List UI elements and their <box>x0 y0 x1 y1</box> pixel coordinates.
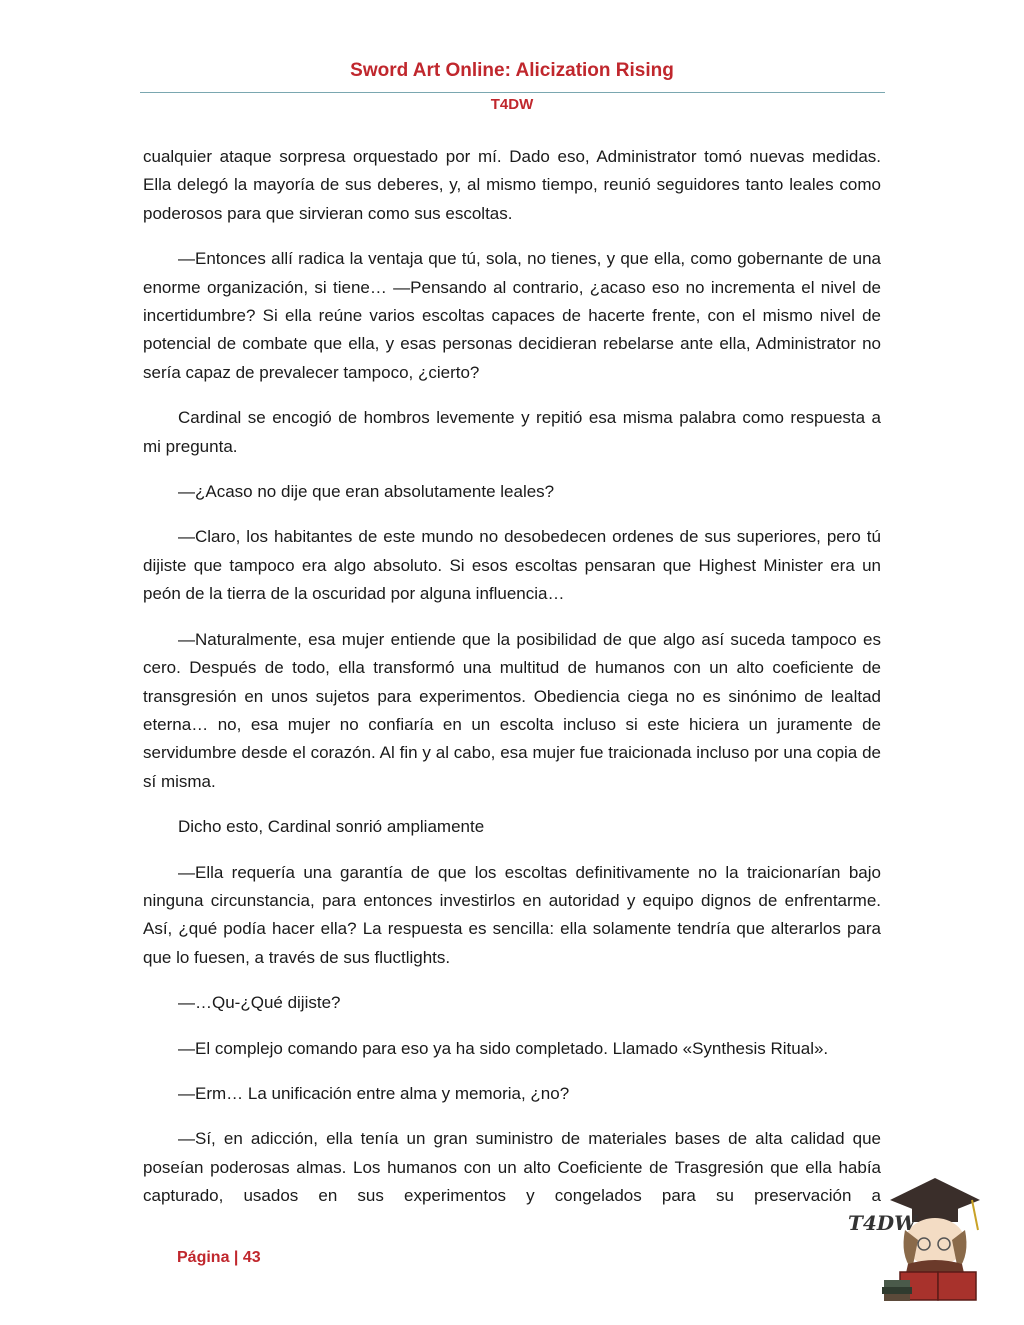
paragraph: —Claro, los habitantes de este mundo no desobedecen ordenes de sus superiores, pero tú dijiste que tampoco era algo absoluto. Si esos escoltas pensaran que Highest Minister era un peón de la tierra de la oscuridad por alguna influencia… <box>143 527 881 604</box>
paragraph: —Ella requería una garantía de que los escoltas definitivamente no la traicionarían bajo ninguna circunstancia, para entonces investirlos en autoridad y equipo dignos de enfrentarme. Así, ¿qué podía hacer ella? La respuesta es sencilla: ella solamente tendría que alterarlos para que lo fuesen, a través de sus fluctlights. <box>143 862 881 967</box>
paragraph: Dicho esto, Cardinal sonrió ampliamente <box>178 817 485 837</box>
header-divider <box>140 92 885 93</box>
paragraph: cualquier ataque sorpresa orquestado por mí. Dado eso, Administrator tomó nuevas medidas. Ella delegó la mayoría de sus deberes, y, al mismo tiempo, reunió seguidores tanto leales como poderosos para que sirvieran como sus escoltas. <box>143 147 881 223</box>
paragraph: —…Qu-¿Qué dijiste? <box>178 993 341 1013</box>
paragraph: —Entonces allí radica la ventaja que tú, sola, no tienes, y que ella, como gobernante de una enorme organización, si tiene… —Pensando al contrario, ¿acaso eso no incrementa el nivel de incertidumbre? Si ella reúne varios escoltas capaces de hacerte frente, con el mismo nivel de potencial de combate que ella, y esas personas decidieran rebelarse ante ella, Administrator no sería capaz de prevalecer tampoco, ¿cierto? <box>143 249 881 382</box>
document-subtitle: T4DW <box>490 96 534 113</box>
mascot-logo <box>840 1160 1020 1320</box>
page-body <box>143 143 881 1228</box>
document-title: Sword Art Online: Alicization Rising <box>350 60 674 81</box>
mascot-logo-text: T4DW <box>848 1211 917 1235</box>
paragraph: —Erm… La unificación entre alma y memoria, ¿no? <box>178 1083 570 1103</box>
paragraph: Cardinal se encogió de hombros levemente y repitió esa misma palabra como respuesta a mi pregunta. <box>143 408 881 456</box>
page-number: Página | 43 <box>177 1249 261 1266</box>
paragraph: —Naturalmente, esa mujer entiende que la posibilidad de que algo así suceda tampoco es cero. Después de todo, ella transformó una multitud de humanos con un alto coeficiente de transgresión en unos sujetos para experimentos. Obediencia ciega no es sinónimo de lealtad eterna… no, esa mujer no confiaría en un escolta incluso si este hiciera un juramente de servidumbre desde el corazón. Al fin y al cabo, esa mujer fue traicionada incluso por una copia de sí misma. <box>143 629 881 791</box>
paragraph: —Sí, en adicción, ella tenía un gran suministro de materiales bases de alta calidad que poseían poderosas almas. Los humanos con un alto Coeficiente de Trasgresión que ella había capturado, usados en sus experimentos y congelados para su preservación a <box>143 1129 881 1206</box>
paragraph: —¿Acaso no dije que eran absolutamente leales? <box>178 482 555 502</box>
paragraph: —El complejo comando para eso ya ha sido completado. Llamado «Synthesis Ritual». <box>178 1038 829 1058</box>
